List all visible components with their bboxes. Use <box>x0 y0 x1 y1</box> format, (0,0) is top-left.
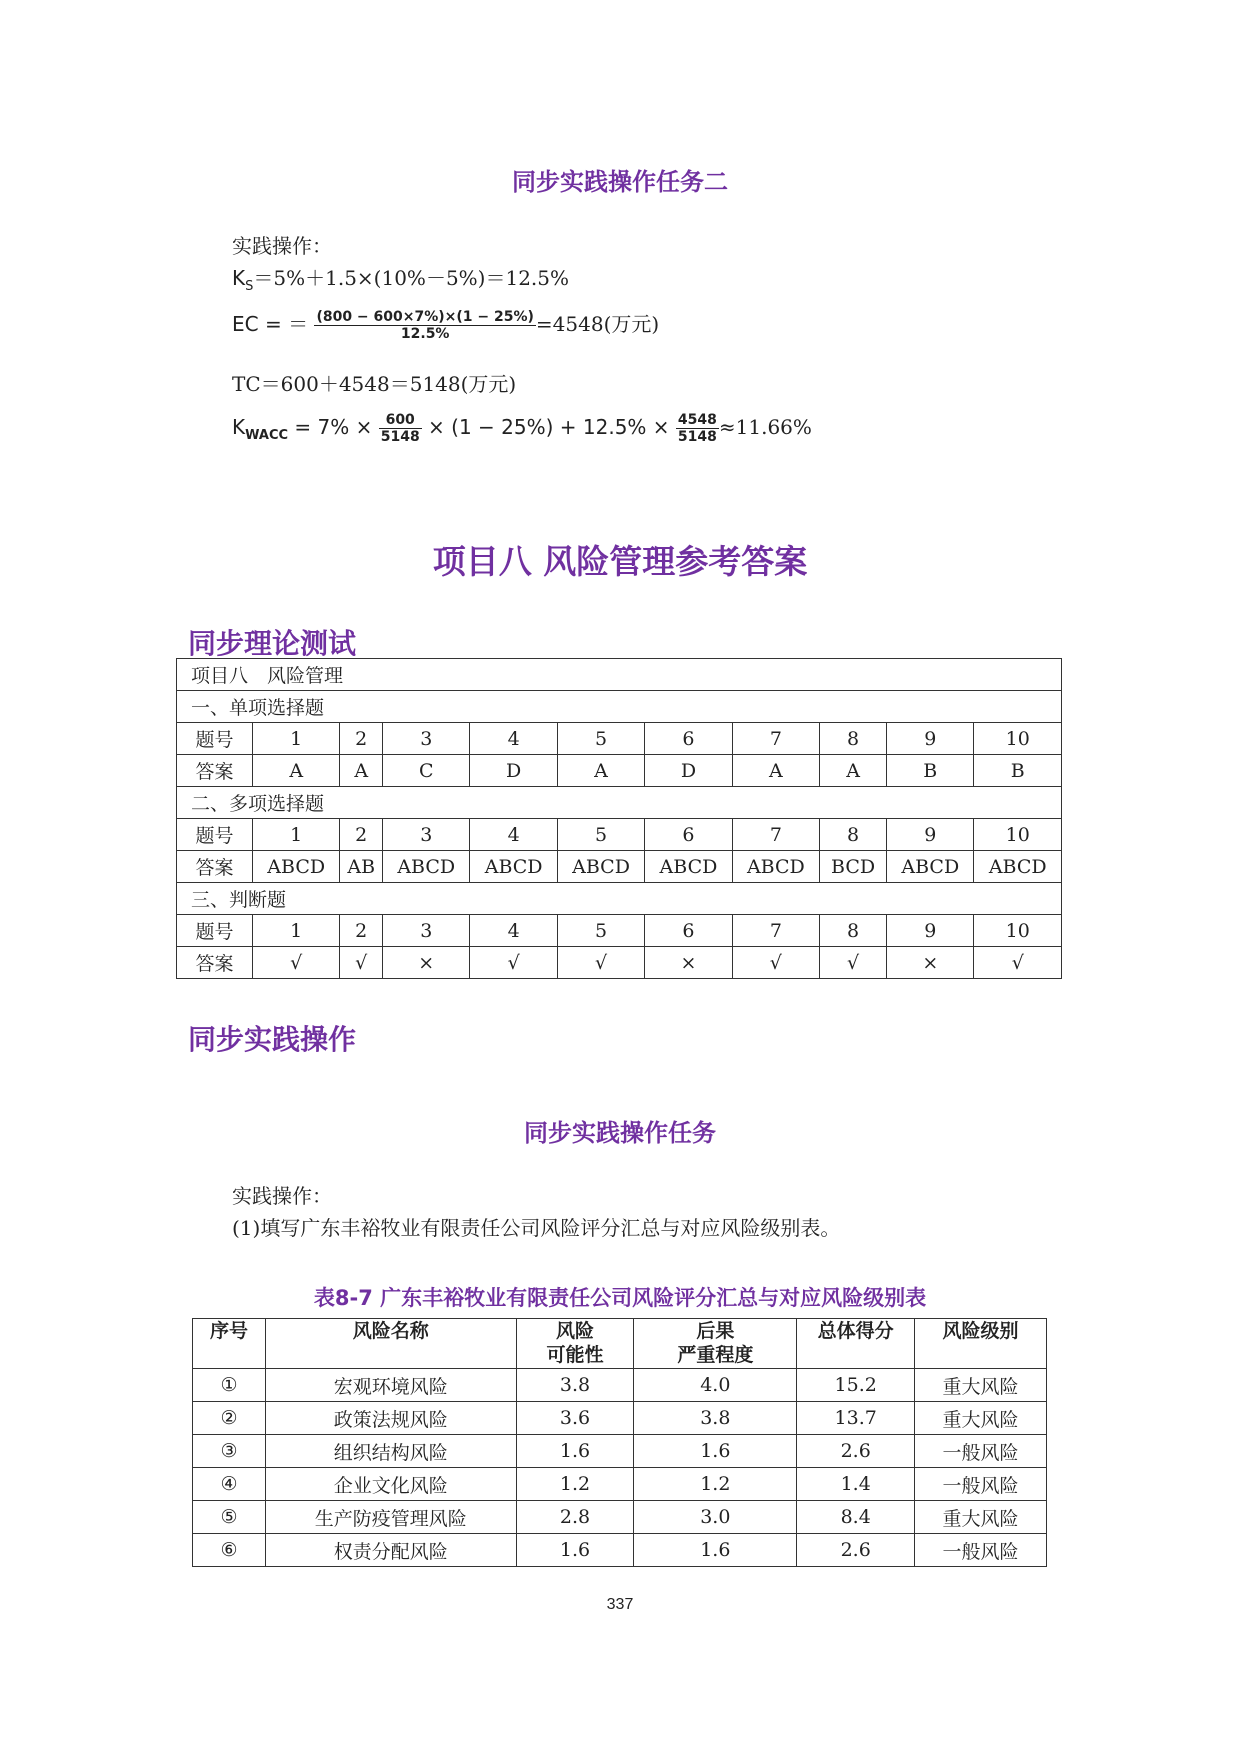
answer-cell: ABCD <box>974 851 1062 883</box>
cell-no: ④ <box>193 1468 266 1501</box>
kwacc-fraction-2 <box>676 412 719 445</box>
page-number: 337 <box>606 1596 634 1613</box>
answer-cell: √ <box>974 947 1062 979</box>
question-number-cell: 4 <box>470 819 557 851</box>
cell-no: ③ <box>193 1435 266 1468</box>
answer-cell: √ <box>820 947 887 979</box>
section-title: 三、判断题 <box>177 883 1062 915</box>
table-title-row <box>177 659 1062 691</box>
answer-cell: ABCD <box>887 851 974 883</box>
cell-name: 政策法规风险 <box>265 1402 516 1435</box>
question-number-cell: 2 <box>340 915 383 947</box>
cell-level: 重大风险 <box>915 1402 1047 1435</box>
answer-cell: AB <box>340 851 383 883</box>
kwacc-result: ≈11.66% <box>718 415 812 439</box>
kwacc-symbol: K <box>232 415 246 439</box>
answer-cell: ABCD <box>470 851 557 883</box>
question-number-cell: 3 <box>383 915 470 947</box>
question-number-cell: 8 <box>820 915 887 947</box>
question-number-cell: 7 <box>732 915 819 947</box>
cell-no: ⑤ <box>193 1501 266 1534</box>
question-number-cell: 3 <box>383 819 470 851</box>
question-number-cell: 9 <box>887 723 974 755</box>
ks-subscript: S <box>245 279 254 294</box>
question-number-cell: 6 <box>645 915 732 947</box>
cell-likelihood: 1.6 <box>516 1534 634 1567</box>
question-number-cell: 2 <box>340 723 383 755</box>
header-likelihood <box>516 1319 634 1369</box>
cell-no: ② <box>193 1402 266 1435</box>
kwacc-fraction-2-den: 5148 <box>677 429 717 445</box>
cell-level: 一般风险 <box>915 1468 1047 1501</box>
table-row <box>193 1435 1047 1468</box>
question-number-row <box>177 819 1062 851</box>
formula-kwacc <box>232 412 812 445</box>
risk-score-table <box>192 1318 1047 1567</box>
ec-denominator: 12.5% <box>400 326 450 342</box>
theory-heading: 同步理论测试 <box>188 627 357 660</box>
question-number-cell: 5 <box>557 723 644 755</box>
answer-cell: × <box>887 947 974 979</box>
table-row <box>193 1534 1047 1567</box>
question-number-cell: 4 <box>470 915 557 947</box>
section-title-row <box>177 691 1062 723</box>
ec-lhs: EC = ＝ <box>232 312 309 336</box>
answer-cell: ABCD <box>253 851 340 883</box>
cell-severity: 3.0 <box>634 1501 797 1534</box>
header-level: 风险级别 <box>915 1319 1047 1369</box>
header-score: 总体得分 <box>797 1319 915 1369</box>
cell-likelihood: 3.8 <box>516 1369 634 1402</box>
answer-row <box>177 755 1062 787</box>
answer-cell: B <box>887 755 974 787</box>
question-number-cell: 10 <box>974 723 1062 755</box>
question-number-cell: 3 <box>383 723 470 755</box>
answer-cell: √ <box>253 947 340 979</box>
cell-severity: 1.6 <box>634 1534 797 1567</box>
cell-score: 2.6 <box>797 1435 915 1468</box>
practice-heading: 同步实践操作 <box>188 1023 357 1056</box>
answer-cell: ABCD <box>645 851 732 883</box>
practice-label: 实践操作： <box>232 1184 332 1208</box>
answer-cell: B <box>974 755 1062 787</box>
formula-tc: TC＝600＋4548＝5148(万元) <box>232 372 517 396</box>
question-number-cell: 8 <box>820 819 887 851</box>
section-title: 二、多项选择题 <box>177 787 1062 819</box>
answer-row-label: 答案 <box>177 755 253 787</box>
question-number-row <box>177 723 1062 755</box>
question-number-cell: 2 <box>340 819 383 851</box>
risk-table-header-row <box>193 1319 1047 1369</box>
practice-instruction: (1)填写广东丰裕牧业有限责任公司风险评分汇总与对应风险级别表。 <box>232 1216 841 1240</box>
kwacc-part2: × (1 − 25%) + 12.5% × <box>428 415 670 439</box>
cell-level: 一般风险 <box>915 1534 1047 1567</box>
answer-row <box>177 947 1062 979</box>
cell-score: 15.2 <box>797 1369 915 1402</box>
table-title-cell: 项目八 风险管理 <box>177 659 1062 691</box>
question-number-cell: 1 <box>253 915 340 947</box>
header-severity-l2: 严重程度 <box>677 1344 754 1366</box>
answer-cell: ABCD <box>732 851 819 883</box>
ks-expression: ＝5%＋1.5×(10%－5%)＝12.5% <box>253 266 570 290</box>
answer-cell: A <box>340 755 383 787</box>
cell-level: 重大风险 <box>915 1369 1047 1402</box>
cell-likelihood: 3.6 <box>516 1402 634 1435</box>
question-number-cell: 8 <box>820 723 887 755</box>
table-row <box>193 1501 1047 1534</box>
table-caption: 表8-7 广东丰裕牧业有限责任公司风险评分汇总与对应风险级别表 <box>313 1286 927 1310</box>
practice-task-heading: 同步实践操作任务 <box>524 1119 716 1147</box>
cell-level: 一般风险 <box>915 1435 1047 1468</box>
answer-cell: √ <box>470 947 557 979</box>
cell-score: 13.7 <box>797 1402 915 1435</box>
answer-cell: A <box>820 755 887 787</box>
kwacc-fraction-2-num: 4548 <box>677 412 717 428</box>
cell-no: ⑥ <box>193 1534 266 1567</box>
kwacc-fraction-1-num: 600 <box>379 412 422 429</box>
formula-ec <box>232 308 659 342</box>
answer-cell: √ <box>557 947 644 979</box>
section-title-row <box>177 883 1062 915</box>
cell-severity: 3.8 <box>634 1402 797 1435</box>
question-number-cell: 4 <box>470 723 557 755</box>
kwacc-subscript: WACC <box>245 428 289 443</box>
kwacc-fraction-1 <box>379 412 422 445</box>
question-number-cell: 9 <box>887 819 974 851</box>
question-number-cell: 7 <box>732 723 819 755</box>
task2-heading: 同步实践操作任务二 <box>512 168 728 196</box>
header-likelihood-l2: 可能性 <box>546 1344 604 1366</box>
cell-severity: 4.0 <box>634 1369 797 1402</box>
cell-name: 企业文化风险 <box>265 1468 516 1501</box>
cell-likelihood: 2.8 <box>516 1501 634 1534</box>
ec-result: =4548(万元) <box>535 312 660 336</box>
ec-fraction <box>314 309 535 342</box>
cell-score: 1.4 <box>797 1468 915 1501</box>
answer-row-label: 答案 <box>177 851 253 883</box>
question-number-cell: 7 <box>732 819 819 851</box>
table-row <box>193 1369 1047 1402</box>
question-number-cell: 5 <box>557 915 644 947</box>
cell-score: 2.6 <box>797 1534 915 1567</box>
ks-symbol: K <box>232 266 246 290</box>
cell-likelihood: 1.6 <box>516 1435 634 1468</box>
answer-cell: √ <box>732 947 819 979</box>
answer-cell: ABCD <box>383 851 470 883</box>
header-likelihood-l1: 风险 <box>556 1320 595 1342</box>
kwacc-part1: = 7% × <box>294 415 373 439</box>
cell-name: 组织结构风险 <box>265 1435 516 1468</box>
task2-practice-label: 实践操作： <box>232 234 332 258</box>
cell-no: ① <box>193 1369 266 1402</box>
cell-likelihood: 1.2 <box>516 1468 634 1501</box>
theory-answer-table <box>176 658 1062 979</box>
cell-name: 权责分配风险 <box>265 1534 516 1567</box>
question-number-cell: 10 <box>974 819 1062 851</box>
question-number-row-label: 题号 <box>177 819 253 851</box>
section-title: 一、单项选择题 <box>177 691 1062 723</box>
header-severity-l1: 后果 <box>696 1320 735 1342</box>
answer-cell: A <box>253 755 340 787</box>
answer-cell: C <box>383 755 470 787</box>
answer-cell: × <box>383 947 470 979</box>
project-title: 项目八 风险管理参考答案 <box>432 542 808 581</box>
answer-row-label: 答案 <box>177 947 253 979</box>
question-number-row <box>177 915 1062 947</box>
cell-name: 宏观环境风险 <box>265 1369 516 1402</box>
answer-cell: × <box>645 947 732 979</box>
question-number-cell: 6 <box>645 723 732 755</box>
header-no: 序号 <box>193 1319 266 1369</box>
question-number-cell: 6 <box>645 819 732 851</box>
question-number-cell: 10 <box>974 915 1062 947</box>
header-severity <box>634 1319 797 1369</box>
answer-cell: BCD <box>820 851 887 883</box>
table-row <box>193 1402 1047 1435</box>
question-number-row-label: 题号 <box>177 915 253 947</box>
answer-cell: A <box>557 755 644 787</box>
answer-cell: A <box>732 755 819 787</box>
cell-severity: 1.6 <box>634 1435 797 1468</box>
ec-numerator: (800 − 600×7%)×(1 − 25%) <box>316 309 534 325</box>
answer-cell: ABCD <box>557 851 644 883</box>
header-name: 风险名称 <box>265 1319 516 1369</box>
section-title-row <box>177 787 1062 819</box>
question-number-row-label: 题号 <box>177 723 253 755</box>
kwacc-fraction-1-den: 5148 <box>380 429 420 445</box>
answer-cell: D <box>645 755 732 787</box>
formula-ks <box>232 262 569 294</box>
answer-cell: √ <box>340 947 383 979</box>
question-number-cell: 1 <box>253 819 340 851</box>
question-number-cell: 9 <box>887 915 974 947</box>
cell-name: 生产防疫管理风险 <box>265 1501 516 1534</box>
cell-severity: 1.2 <box>634 1468 797 1501</box>
cell-level: 重大风险 <box>915 1501 1047 1534</box>
question-number-cell: 5 <box>557 819 644 851</box>
question-number-cell: 1 <box>253 723 340 755</box>
answer-cell: D <box>470 755 557 787</box>
table-row <box>193 1468 1047 1501</box>
cell-score: 8.4 <box>797 1501 915 1534</box>
answer-row <box>177 851 1062 883</box>
